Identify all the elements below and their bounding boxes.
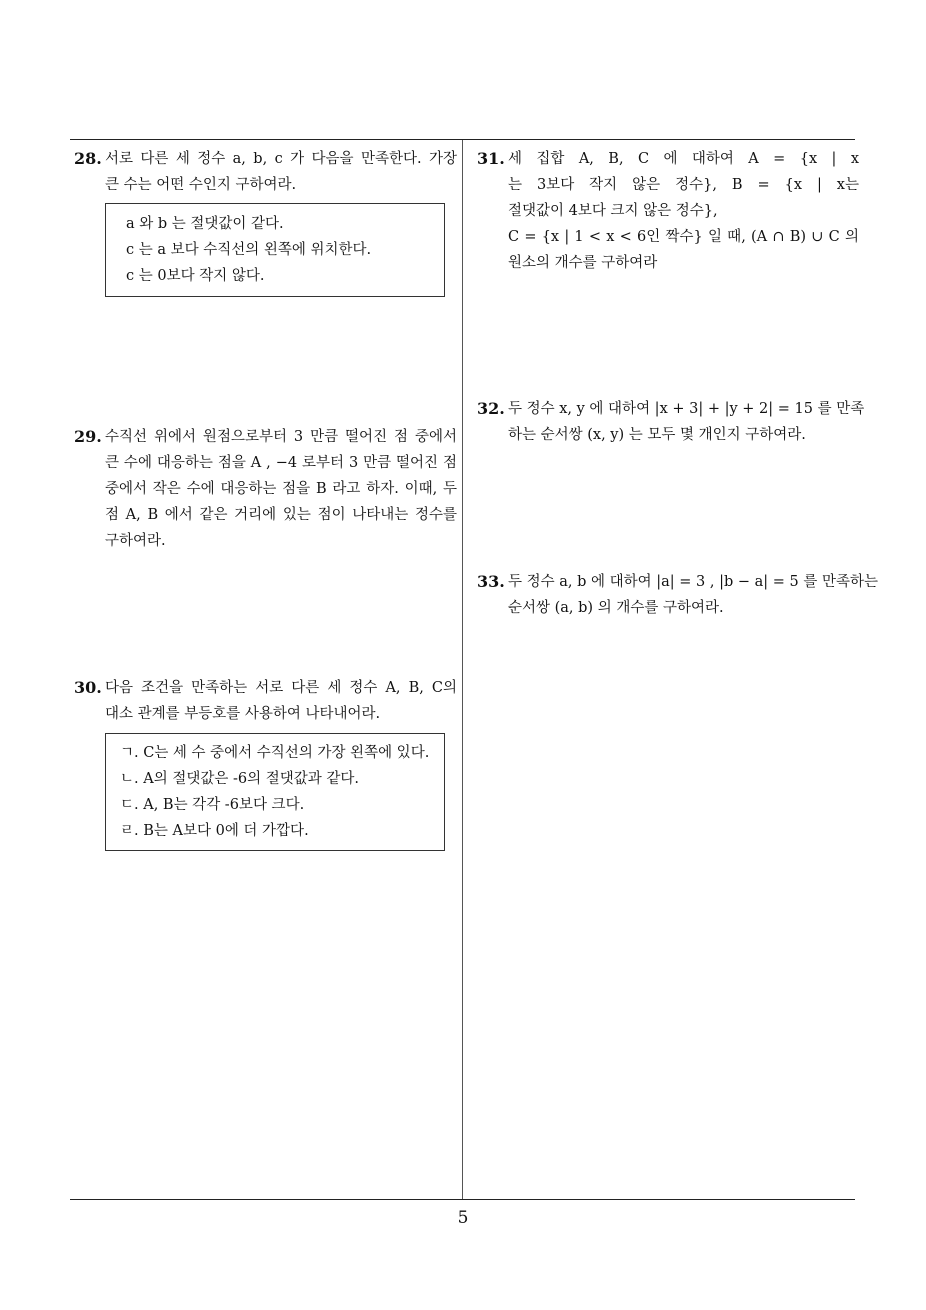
condition-item: a 와 b 는 절댓값이 같다.	[126, 216, 284, 232]
problem-line: 서로 다른 세 정수 a, b, c 가 다음을 만족한다. 가장	[105, 151, 457, 167]
problem-number: 28.	[74, 149, 102, 168]
problem-number: 33.	[477, 572, 505, 591]
problem-number: 31.	[477, 149, 505, 168]
condition-box-30	[105, 733, 445, 851]
problem-line: 두 정수 x, y 에 대하여 |x + 3| + |y + 2| = 15 를 만족	[508, 401, 865, 417]
condition-item: c 는 0보다 작지 않다.	[126, 268, 265, 284]
problem-line: 구하여라.	[105, 533, 166, 549]
problem-line: 세 집합 A, B, C 에 대하여 A = {x | x	[508, 151, 859, 167]
problem-number: 30.	[74, 678, 102, 697]
condition-box-28	[105, 203, 445, 297]
problem-32	[477, 396, 865, 448]
column-divider	[462, 140, 463, 1200]
problem-number: 32.	[477, 399, 505, 418]
problem-text	[508, 569, 878, 621]
problem-text	[508, 146, 859, 276]
condition-item: ㄱ. C는 세 수 중에서 수직선의 가장 왼쪽에 있다.	[120, 745, 430, 761]
problem-text	[105, 146, 457, 198]
problem-line: 중에서 작은 수에 대응하는 점을 B 라고 하자. 이때, 두	[105, 481, 457, 497]
problem-28	[74, 146, 457, 198]
problem-29	[74, 424, 457, 554]
problem-line: 원소의 개수를 구하여라	[508, 255, 658, 271]
problem-31	[477, 146, 859, 276]
problem-line: C = {x | 1 < x < 6인 짝수} 일 때, (A ∩ B) ∪ C 의	[508, 229, 859, 245]
problem-line: 두 정수 a, b 에 대하여 |a| = 3 , |b − a| = 5 를 만족하는	[508, 574, 878, 590]
problem-30	[74, 675, 457, 727]
page-number: 5	[457, 1208, 469, 1228]
condition-item: ㄹ. B는 A보다 0에 더 가깝다.	[120, 823, 309, 839]
problem-33	[477, 569, 878, 621]
condition-item: c 는 a 보다 수직선의 왼쪽에 위치한다.	[126, 242, 372, 258]
problem-line: 다음 조건을 만족하는 서로 다른 세 정수 A, B, C의	[105, 680, 457, 696]
problem-line: 큰 수에 대응하는 점을 A , −4 로부터 3 만큼 떨어진 점	[105, 455, 457, 471]
problem-line: 점 A, B 에서 같은 거리에 있는 점이 나타내는 정수를	[105, 507, 457, 523]
problem-text	[105, 675, 457, 727]
problem-line: 순서쌍 (a, b) 의 개수를 구하여라.	[508, 600, 724, 616]
problem-text	[508, 396, 865, 448]
condition-item: ㄷ. A, B는 각각 -6보다 크다.	[120, 797, 305, 813]
problem-text	[105, 424, 457, 554]
problem-line: 큰 수는 어떤 수인지 구하여라.	[105, 177, 297, 193]
problem-line: 는 3보다 작지 않은 정수}, B = {x | x는	[508, 177, 859, 193]
problem-line: 수직선 위에서 원점으로부터 3 만큼 떨어진 점 중에서	[105, 429, 457, 445]
condition-item: ㄴ. A의 절댓값은 -6의 절댓값과 같다.	[120, 771, 359, 787]
problem-number: 29.	[74, 427, 102, 446]
problem-line: 대소 관계를 부등호를 사용하여 나타내어라.	[105, 706, 381, 722]
problem-line: 하는 순서쌍 (x, y) 는 모두 몇 개인지 구하여라.	[508, 427, 806, 443]
problem-line: 절댓값이 4보다 크지 않은 정수},	[508, 203, 718, 219]
bottom-rule	[70, 1199, 855, 1200]
